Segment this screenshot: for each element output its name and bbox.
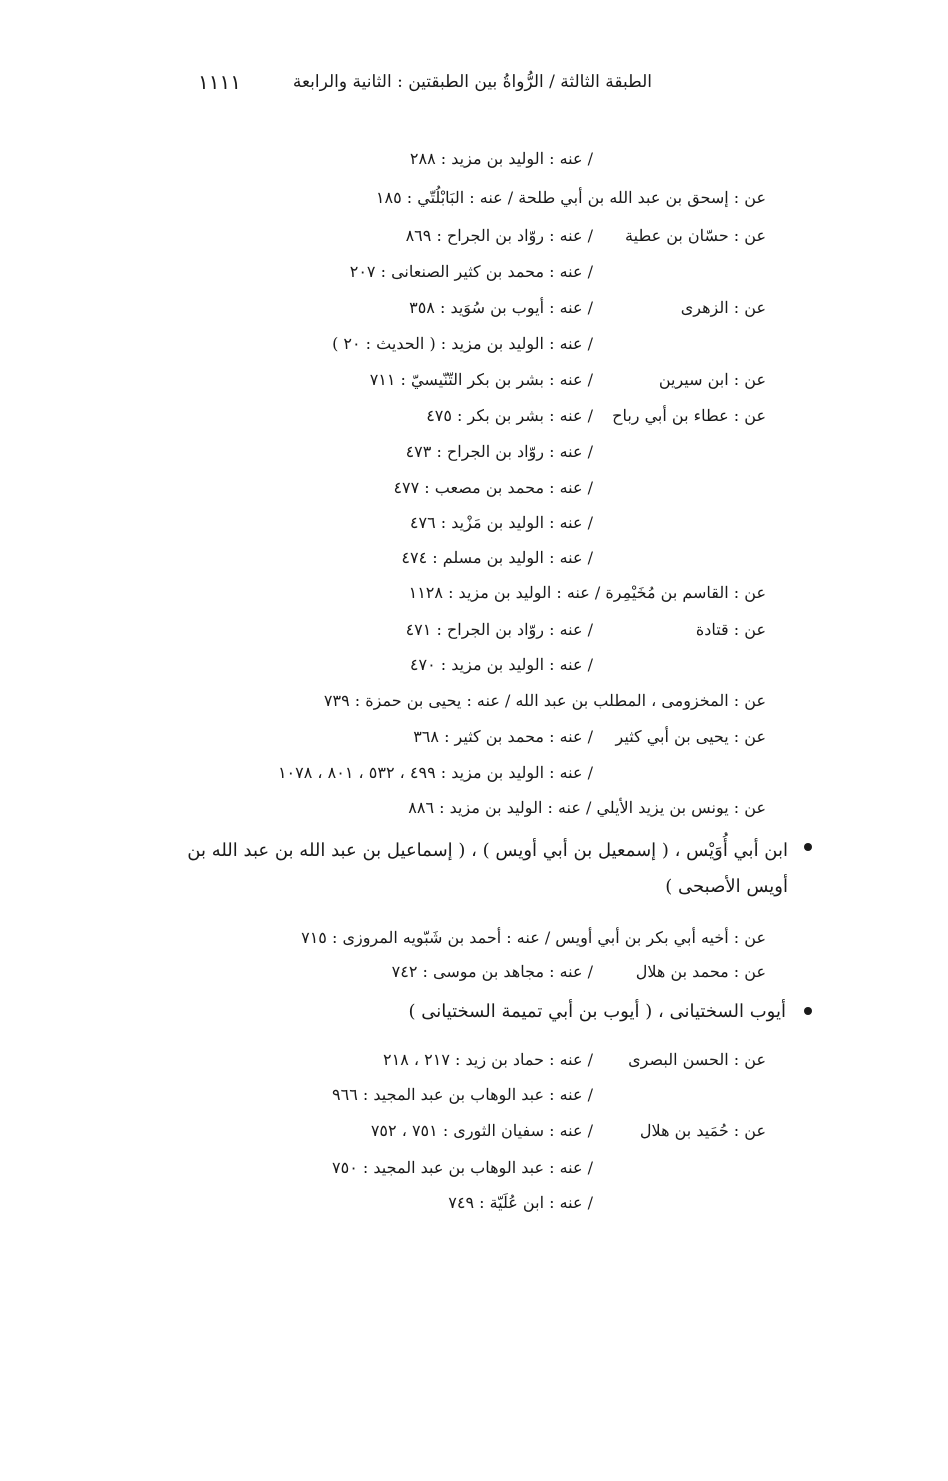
line-c1: عن : حسّان بن عطية <box>625 226 766 245</box>
page-number: ١١١١ <box>198 70 241 94</box>
line-c2: / عنه : سفيان الثورى : ٧٥١ ، ٧٥٢ <box>370 1121 593 1140</box>
line-c2: / عنه : الوليد بن مزيد : ٤٩٩ ، ٥٣٢ ، ٨٠١ ، ١٠٧٨ <box>277 763 593 782</box>
line-c2: / عنه : محمد بن كثير : ٣٦٨ <box>413 727 593 746</box>
line-c1: عن : ابن سيرين <box>658 370 766 389</box>
line-c1: عن : قتادة <box>695 620 766 639</box>
line-c2: / عنه : الوليد بن مسلم : ٤٧٤ <box>401 548 593 567</box>
line-c2: / عنه : عبد الوهاب بن عبد المجيد : ٧٥٠ <box>332 1158 593 1177</box>
line-c1: عن : محمد بن هلال <box>635 962 766 981</box>
line-c2: / عنه : محمد بن مصعب : ٤٧٧ <box>393 478 593 497</box>
line-c1: عن : حُمَيد بن هلال <box>639 1121 766 1140</box>
bullet-icon <box>804 1007 812 1015</box>
line-c1: عن : الزهرى <box>680 298 766 317</box>
line-full: عن : القاسم بن مُخَيْمِرة / عنه : الوليد بن مزيد : ١١٢٨ <box>408 583 766 602</box>
line-c2: / عنه : روّاد بن الجراح : ٤٧١ <box>405 620 593 639</box>
line-c2: / عنه : أيوب بن سُوَيد : ٣٥٨ <box>409 298 593 317</box>
line-c2: / عنه : روّاد بن الجراح : ٤٧٣ <box>405 442 593 461</box>
line-c2: / عنه : الوليد بن مزيد : ٤٧٠ <box>409 655 593 674</box>
bullet-icon <box>804 843 812 851</box>
running-header: الطبقة الثالثة / الرُّواةُ بين الطبقتين : الثانية والرابعة <box>292 72 652 92</box>
line-c2: / عنه : روّاد بن الجراح : ٨٦٩ <box>405 226 593 245</box>
line-c2: / عنه : بشر بن بكر : ٤٧٥ <box>426 406 593 425</box>
line-c2: / عنه : الوليد بن مزيد : ٢٨٨ <box>409 149 593 168</box>
line-c2: / عنه : عبد الوهاب بن عبد المجيد : ٩٦٦ <box>332 1085 593 1104</box>
line-full: عن : إسحق بن عبد الله بن أبي طلحة / عنه : البَابْلُتّي : ١٨٥ <box>375 188 766 207</box>
line-c2: / عنه : الوليد بن مزيد : ( الحديث : ٢٠ ) <box>332 334 593 353</box>
line-c2: / عنه : حماد بن زيد : ٢١٧ ، ٢١٨ <box>383 1050 593 1069</box>
line-full: عن : يونس بن يزيد الأيلي / عنه : الوليد بن مزيد : ٨٨٦ <box>408 798 766 817</box>
line-c1: عن : يحيى بن أبي كثير <box>615 727 766 746</box>
line-c2: / عنه : ابن عُلَيّة : ٧٤٩ <box>448 1193 593 1212</box>
line-full: عن : أخيه أبي بكر بن أبي أويس / عنه : أحمد بن شَبّويه المروزى : ٧١٥ <box>301 928 766 947</box>
line-c1: عن : عطاء بن أبي رباح <box>612 406 766 425</box>
line-c2: / عنه : بشر بن بكر التّنّيسيّ : ٧١١ <box>369 370 593 389</box>
line-c2: / عنه : الوليد بن مَزْيد : ٤٧٦ <box>409 513 593 532</box>
line-c2: / عنه : مجاهد بن موسى : ٧٤٢ <box>391 962 593 981</box>
line-full: عن : المخزومى ، المطلب بن عبد الله / عنه : يحيى بن حمزة : ٧٣٩ <box>323 691 766 710</box>
line-c2: / عنه : محمد بن كثير الصنعانى : ٢٠٧ <box>349 262 593 281</box>
entry-heading: ابن أبي أُوَيْس ، ( إسمعيل بن أبي أويس ) ، ( إسماعيل بن عبد الله بن عبد الله بن أويس الأصبحى ) <box>187 840 788 897</box>
entry-heading: أيوب السختيانى ، ( أيوب بن أبي تميمة السختيانى ) <box>408 1001 786 1022</box>
line-c1: عن : الحسن البصرى <box>628 1050 766 1069</box>
